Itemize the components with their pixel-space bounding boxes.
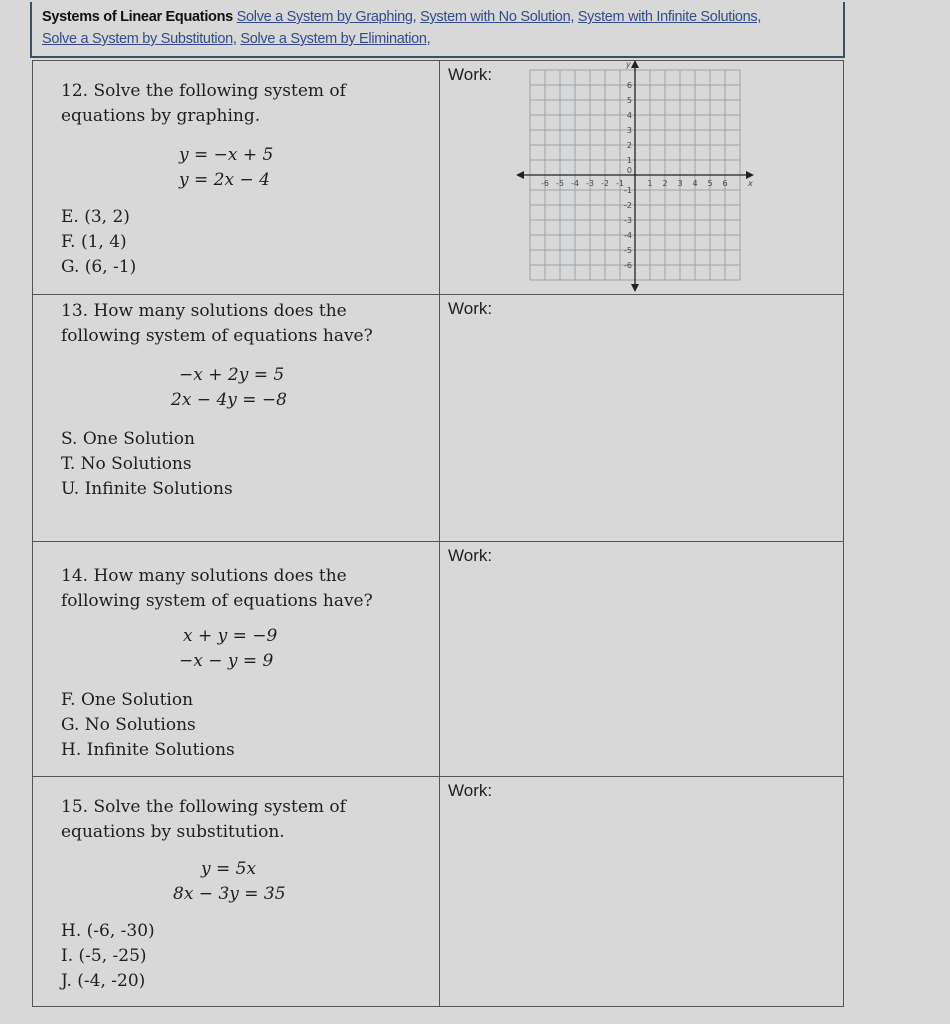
question-prompt: 14. How many solutions does the following system of equations have?: [61, 566, 373, 611]
question-prompt: 12. Solve the following system of equations by graphing.: [61, 81, 346, 126]
y-tick-label: 3: [626, 126, 632, 135]
answer-option[interactable]: I. (-5, -25): [61, 946, 147, 966]
header-title: Systems of Linear Equations: [42, 9, 233, 25]
answer-option[interactable]: G. No Solutions: [61, 715, 196, 735]
question-row-12: [33, 61, 843, 294]
answer-option[interactable]: F. One Solution: [61, 690, 194, 710]
question-prompt: 15. Solve the following system of equations by substitution.: [61, 797, 346, 842]
link-substitution[interactable]: Solve a System by Substitution,: [42, 31, 237, 47]
answer-option[interactable]: H. Infinite Solutions: [61, 740, 235, 760]
question-cell: [33, 295, 440, 541]
question-cell: [33, 777, 440, 1006]
y-axis-label: y: [626, 60, 631, 69]
y-tick-label: 4: [626, 111, 632, 120]
topic-header: [30, 2, 845, 58]
arrow-left-icon: [516, 171, 524, 179]
x-tick-label: 3: [677, 179, 683, 188]
equation: y = 2x − 4: [179, 170, 270, 190]
y-tick-label: 6: [626, 81, 632, 90]
answer-option[interactable]: E. (3, 2): [61, 207, 130, 227]
y-tick-label: 2: [626, 141, 632, 150]
equation: y = −x + 5: [179, 145, 274, 165]
work-label: Work:: [448, 781, 493, 800]
worksheet-table: [32, 60, 844, 1007]
work-label: Work:: [448, 65, 493, 84]
x-tick-label: -2: [601, 179, 609, 188]
x-tick-label: -6: [541, 179, 549, 188]
question-row-14: [33, 541, 843, 776]
work-cell[interactable]: [440, 61, 843, 294]
y-tick-label: -4: [624, 231, 632, 240]
x-tick-label: 2: [662, 179, 668, 188]
question-row-13: [33, 294, 843, 541]
answer-option[interactable]: F. (1, 4): [61, 232, 127, 252]
answer-option[interactable]: J. (-4, -20): [61, 971, 146, 991]
equation: 2x − 4y = −8: [171, 390, 287, 410]
answer-option[interactable]: G. (6, -1): [61, 257, 137, 277]
answer-option[interactable]: S. One Solution: [61, 429, 195, 449]
coordinate-grid[interactable]: [510, 55, 770, 295]
work-cell[interactable]: [440, 777, 843, 1006]
arrow-up-icon: [631, 60, 639, 68]
y-tick-label: -1: [624, 186, 632, 195]
y-tick-label: 1: [626, 156, 632, 165]
answer-option[interactable]: U. Infinite Solutions: [61, 479, 233, 499]
link-no-solution[interactable]: System with No Solution,: [420, 9, 575, 25]
work-cell[interactable]: [440, 542, 843, 776]
origin-label: 0: [626, 166, 632, 175]
question-prompt: 13. How many solutions does the following system of equations have?: [61, 301, 373, 346]
question-cell: [33, 542, 440, 776]
x-tick-label: -4: [571, 179, 579, 188]
arrow-down-icon: [631, 284, 639, 292]
equation: −x + 2y = 5: [179, 365, 285, 385]
link-infinite[interactable]: System with Infinite Solutions,: [577, 9, 762, 25]
y-tick-label: -6: [624, 261, 632, 270]
x-tick-label: -1: [616, 179, 624, 188]
x-tick-label: -3: [586, 179, 594, 188]
x-tick-label: -5: [556, 179, 564, 188]
arrow-right-icon: [746, 171, 754, 179]
equation: y = 5x: [201, 859, 257, 879]
answer-option[interactable]: T. No Solutions: [61, 454, 192, 474]
y-tick-label: 5: [626, 96, 632, 105]
x-tick-label: 4: [692, 179, 698, 188]
y-tick-label: -2: [624, 201, 632, 210]
link-graphing[interactable]: Solve a System by Graphing,: [236, 9, 417, 25]
question-row-15: [33, 776, 843, 1006]
x-tick-label: 1: [647, 179, 653, 188]
link-elimination[interactable]: Solve a System by Elimination,: [240, 31, 431, 47]
x-tick-label: 6: [722, 179, 728, 188]
work-cell[interactable]: [440, 295, 843, 541]
x-tick-label: 5: [707, 179, 713, 188]
answer-option[interactable]: H. (-6, -30): [61, 921, 155, 941]
y-tick-label: -3: [624, 216, 632, 225]
x-axis-label: x: [748, 179, 753, 188]
equation: x + y = −9: [183, 626, 278, 646]
question-cell: [33, 61, 440, 294]
work-label: Work:: [448, 299, 493, 318]
equation: −x − y = 9: [179, 651, 274, 671]
y-tick-label: -5: [624, 246, 632, 255]
equation: 8x − 3y = 35: [173, 884, 286, 904]
work-label: Work:: [448, 546, 493, 565]
